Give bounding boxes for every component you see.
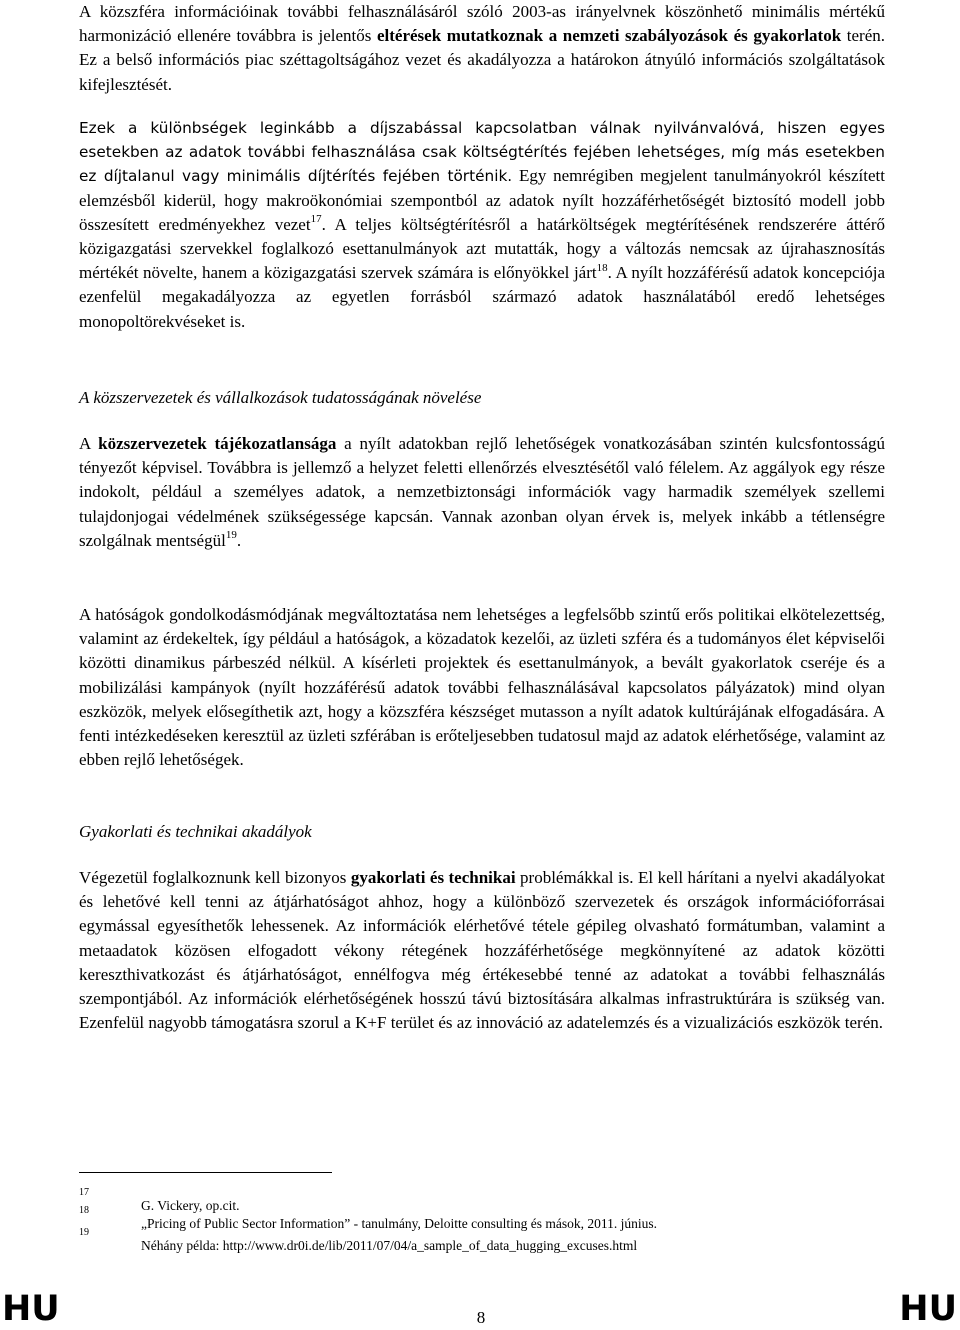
- paragraph-3-text-a: A: [79, 434, 99, 453]
- paragraph-4: A hatóságok gondolkodásmódjának megváltoztatása nem lehetséges a legfelsőbb szintű erős politikai elkötelezettség, valamint az érdekeltek, így például a hatóságok, a közadatok kezelői, az üzleti szféra és a tudományos élet képviselői közötti dinamikus párbeszéd nélkül. A kísérleti projektek és esettanulmányok, a bevált gyakorlatok cseréje és a mobilizálási kampányok (nyílt hozzáférésű adatok további felhasználásával kapcsolatos pályázatok) mind olyan eszközök, melyek elősegíthetik azt, hogy a közszféra készséget mutasson a nyílt adatok kultúrájának elfogadására. A fenti intézkedéseken keresztül az üzleti szférában is erőteljesebben tudatosul majd az adatok elérhetősége, valamint az ebben rejlő lehetőségek.: [79, 605, 885, 770]
- paragraph-1: [79, 0, 885, 97]
- footnote-ref-19: 19: [225, 529, 237, 542]
- footnote-ref-17: 17: [310, 213, 322, 226]
- paragraph-3-text-d: .: [236, 530, 242, 550]
- paragraph-1-text-c: terén. Ez a belső információs piac széttagoltságához vezet és akadályozza a határokon átnyúló információs szolgáltatások kifejlesztését.: [79, 26, 885, 94]
- footnote-ref-18: 18: [596, 261, 608, 274]
- footnote-number: 18: [79, 1205, 89, 1216]
- paragraph-5: [79, 866, 885, 1035]
- paragraph-5-text-a: Végezetül foglalkoznunk kell bizonyos: [79, 868, 351, 887]
- footnote-text: G. Vickery, op.cit.: [141, 1198, 240, 1213]
- paragraph-5-bold: gyakorlati és technikai: [350, 868, 516, 887]
- footnote-separator: [79, 1172, 332, 1173]
- footnote-text: Néhány példa: http://www.dr0i.de/lib/2011/07/04/a_sample_of_data_hugging_excuses.html: [141, 1238, 638, 1253]
- paragraph-2-sans-text: Ezek a különbségek leginkább a díjszabással kapcsolatban válnak nyilvánvalóvá, hiszen egyes esetekben az adatok további felhasználása csak költségtérítés fejében lehetséges, míg más esetekben ez díjtalanul vagy minimális díjtérítés fejében történik.: [79, 119, 885, 186]
- paragraph-3-text-c: a nyílt adatokban rejlő lehetőségek vonatkozásában szintén kulcsfontosságú tényezőt képvisel. Továbbra is jellemző a helyzet feletti ellenőrzés elvesztésétől való félelem. Az aggályok egy része indokolt, például a személyes adatok, a nemzetbiztonsági információk vagy harmadik személyek szellemi tulajdonjogai védelmének szükségessége kapcsán. Vannak azonban olyan érvek is, melyek inkább a tétlenségre szolgálnak mentségül: [79, 434, 886, 550]
- paragraph-1-bold: eltérések mutatkoznak a nemzeti szabályozások és gyakorlatok: [376, 26, 842, 46]
- footnote-text: „Pricing of Public Sector Information” - tanulmány, Deloitte consulting és mások, 2011. június.: [141, 1216, 658, 1231]
- language-code-right: HU: [899, 1289, 957, 1329]
- page-number: 8: [476, 1308, 486, 1327]
- section-heading-awareness: A közszervezetek és vállalkozások tudatosságának növelése: [79, 388, 482, 407]
- paragraph-2: [79, 116, 885, 334]
- footnote-number: 17: [79, 1187, 89, 1198]
- paragraph-2-text-d: . A nyílt hozzáférésű adatok koncepciója ezenfelül megakadályozza az egyetlen forrásból származó adatok használatából eredő lehetséges monopoltörekvéseket is.: [79, 263, 885, 331]
- paragraph-3-bold: közszervezetek tájékozatlansága: [98, 434, 337, 453]
- paragraph-1-text-a: A közszféra információinak további felhasználásáról szóló 2003-as irányelvnek köszönhető minimális mértékű harmonizáció ellenére továbbra is jelentős: [79, 2, 885, 46]
- paragraph-2-text-c: . A teljes költségtérítésről a határköltségek megtérítésének rendszerére áttérő közigazgatási szervekkel foglalkozó esettanulmányok azt mutatták, hogy a változás nemcsak az újrahasznosítás mértékét növelte, hanem a közigazgatási szervek számára is előnyökkel járt: [79, 214, 885, 283]
- footnote-number: 19: [79, 1227, 89, 1238]
- language-code-left: HU: [2, 1289, 60, 1329]
- section-heading-technical: Gyakorlati és technikai akadályok: [79, 822, 312, 841]
- paragraph-3: [79, 432, 885, 553]
- paragraph-5-text-c: problémákkal is. El kell hárítani a nyelvi akadályokat és lehetővé kell tenni az átjárhatóságot ahhoz, hogy a különböző szervezetek és országok információforrásai egymással egyesíthetők lehessenek. Az információk elérhetővé tétele gépileg olvasható formátumban, valamint a metaadatok közösen elfogadott vékony rétegének hozzáférhetősége megkönnyítené az adatok közötti kereszthivatkozást és átjárhatóságot, ennélfogva még értékesebbé tenné az adatokat a további felhasználás szempontjából. Az információk elérhetőségének hosszú távú biztosítására alkalmas infrastruktúrára is szükség van. Ezenfelül nagyobb támogatásra szorul a K+F terület és az innováció az adatelemzés és a vizualizációs eszközök terén.: [79, 868, 885, 1033]
- paragraph-2-text-b: Egy nemrégiben megjelent tanulmányokról készített elemzésből kiderül, hogy makroökonómiai szempontból az adatok nyílt hozzáférhetőségét biztosító modell jobb összesített eredményekhez vezet: [79, 166, 885, 234]
